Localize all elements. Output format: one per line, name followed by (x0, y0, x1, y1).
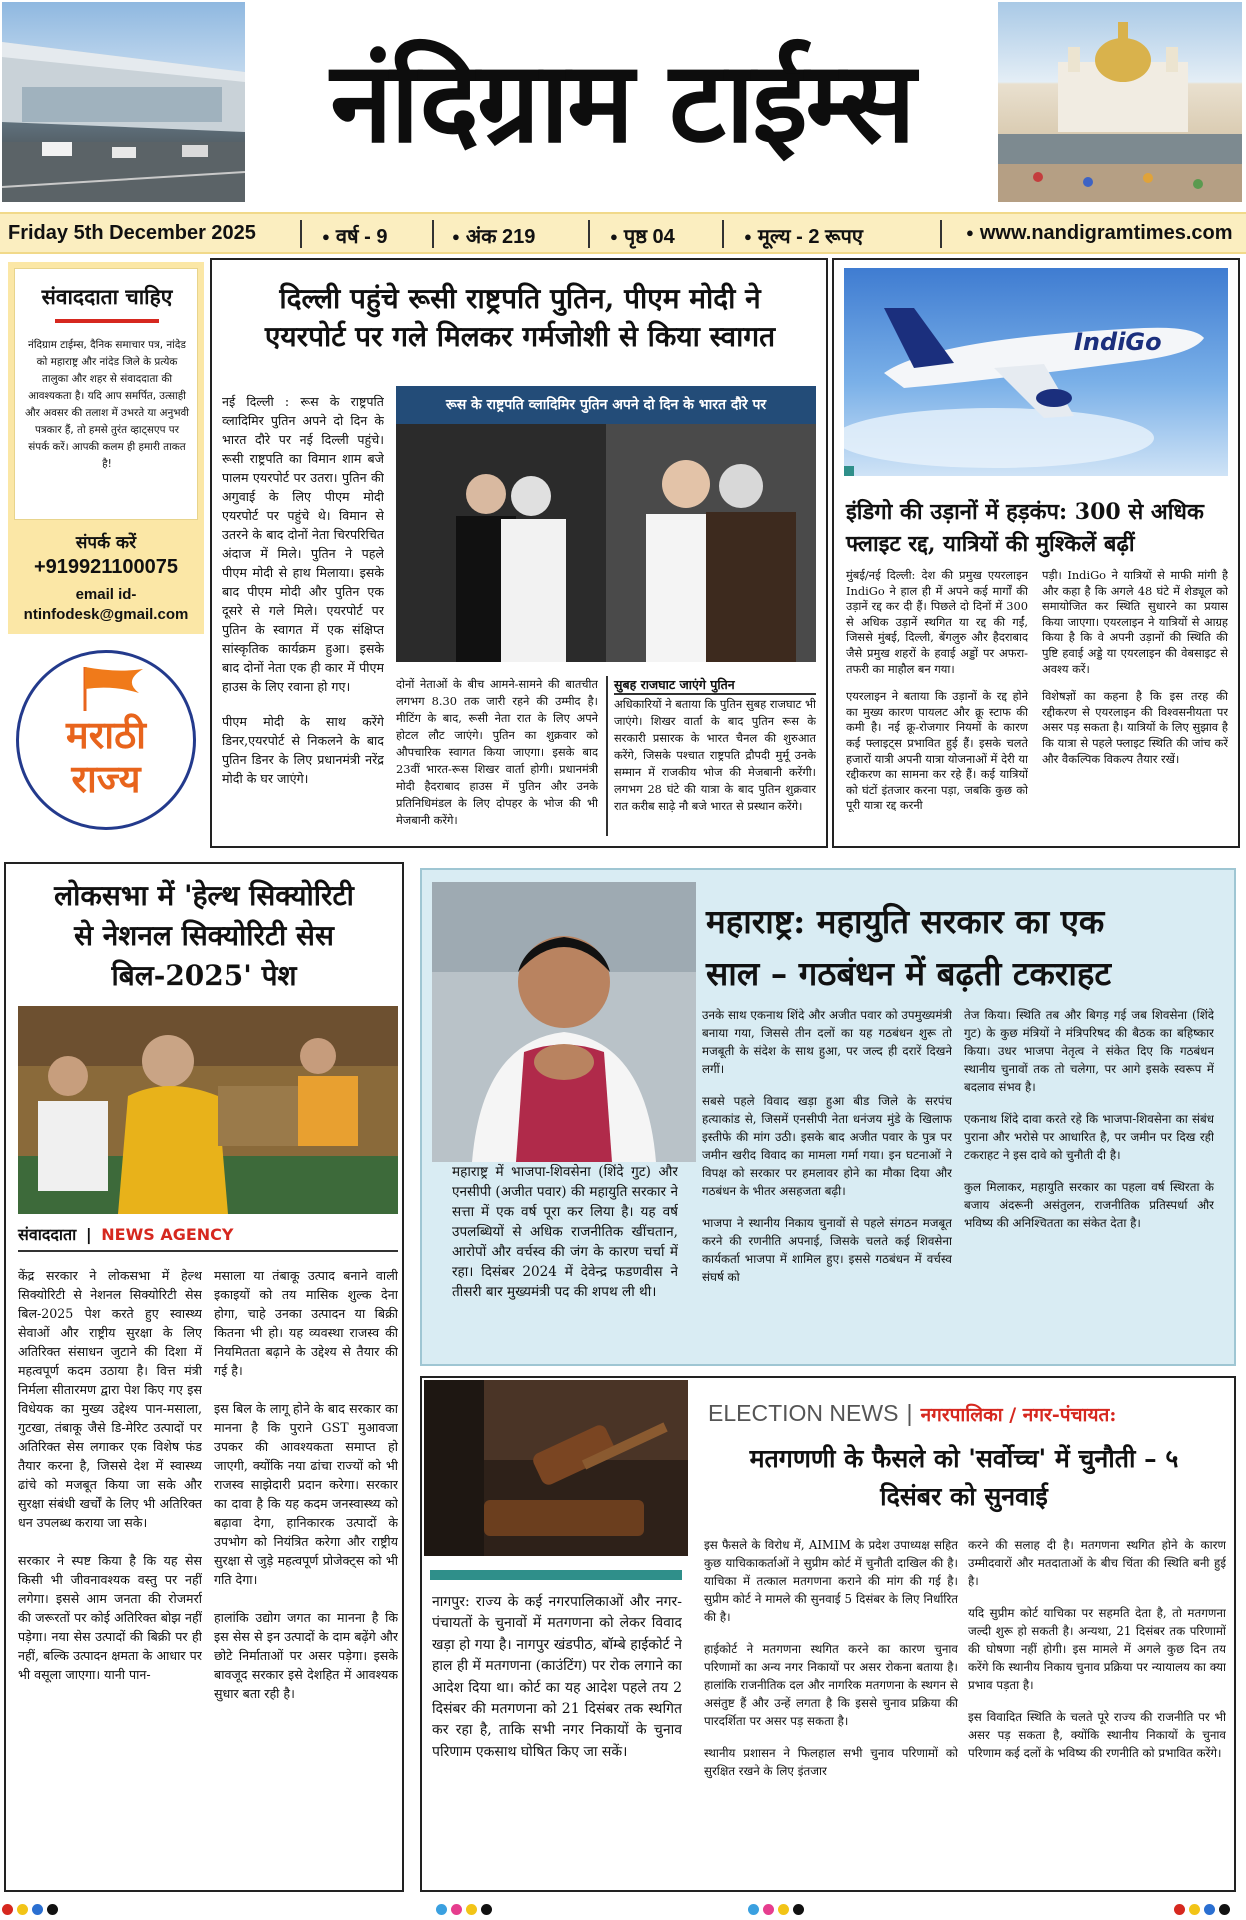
byline-reporter: संवाददाता (18, 1225, 77, 1244)
footer-dots-center-left (436, 1900, 496, 1918)
loksabha-column-1 (18, 1266, 202, 1884)
putin-col1-para1: नई दिल्ली : रूस के राष्ट्रपति व्लादिमिर पुतिन अपने दो दिन के भारत दौरे पर नई दिल्ली पहुंचे। रूसी राष्ट्रपति का विमान शाम बजे पालम एयरपोर्ट पर उतरा। पुतिन की अगुवाई के लिए पीएम मोदी एयरपोर्ट पर पहुंचे थे। विमान से उतरने के बाद दोनों नेता चिरपरिचित अंदाज में मिले। पुतिन ने पहले पीएम मोदी से हाथ मिलाया। इसके बाद पीएम मोदी और पुतिन एक दूसरे से गले मिले। एयरपोर्ट पर पुतिन के स्वागत में एक संक्षिप्त सांस्कृतिक कार्यक्रम हुआ। इसके बाद दोनों नेता एक ही कार में पीएम हाउस के लिए रवाना हो गए। (222, 394, 384, 694)
election-headline-line-2: दिसंबर को सुनवाई (880, 1482, 1048, 1511)
indigo-col2-para1: पड़ी। IndiGo ने यात्रियों से माफी मांगी है और कहा है कि अगले 48 घंटे में शेड्यूल को समायोजित कर स्थिति सुधारने का प्रयास किया जाएगा। एयरलाइन ने यात्रियों से आग्रह किया है कि वे अपनी उड़ानों की स्थिति की पुष्टि हवाई अड्डे या एयरलाइन की वेबसाइट से अवश्य करें। (1042, 568, 1228, 676)
maharashtra-column-2 (964, 1006, 1214, 1358)
ad-heading-underline (55, 319, 159, 323)
ad-contact-label: संपर्क करें (75, 533, 137, 553)
gavel-photo (424, 1380, 688, 1556)
ad-body: नंदिग्राम टाईम्स, दैनिक समाचार पत्र, नांदेड को महाराष्ट्र और नांदेड जिले के प्रत्येक तालुका और शहर से संवाददाता की आवश्यकता है। यदि आप समर्पित, उत्साही और अवसर की तलाश में उभरते या अनुभवी पत्रकार हैं, तो हमसे तुरंत व्हाट्सएप पर संपर्क करें। आपकी कलम ही हमारी ताकत है! (25, 339, 189, 470)
reporter-wanted-ad (8, 262, 204, 634)
maharashtra-col2-para2: एकनाथ शिंदे दावा करते रहे कि भाजपा-शिवसेना का संबंध पुराना और भरोसे पर आधारित है, पर जमीन पर दिख रही टकराहट ने इस दावे को चुनौती दी है। (964, 1112, 1214, 1162)
indigo-headline-line-1: इंडिगो की उड़ानों में हड़कंप: 300 से अधिक (846, 499, 1204, 525)
column-divider (606, 676, 608, 836)
election-teal-bar (430, 1570, 682, 1580)
putin-col1-para2: पीएम मोदी के साथ करेंगे डिनर,एयरपोर्ट से निकलने के बाद पुतिन डिनर के लिए प्रधानमंत्री नरेंद्र मोदी के घर जाएंगे। (222, 714, 384, 786)
ad-phone[interactable]: +919921100075 (33, 556, 179, 578)
loksabha-headline-line-1: लोकसभा में 'हेल्थ सिक्योरिटी (54, 879, 354, 912)
loksabha-col2-para3: हालांकि उद्योग जगत का मानना है कि इस सेस से इन उत्पादों के दाम बढ़ेंगे और छोटे निर्माताओं पर असर पड़ेगा। इसके बावजूद सरकार इसे देशहित में आवश्यक सुधार बता रही है। (214, 1610, 398, 1701)
election-column-1 (704, 1536, 958, 1886)
loksabha-col2-para1: मसाला या तंबाकू उत्पाद बनाने वाली इकाइयों को तय मासिक शुल्क देना होगा, चाहे उनका उत्पादन या बिक्री कितना भी हो। यह व्यवस्था राजस्व की नियमितता बढ़ाने के उद्देश्य से तैयार की गई है। (214, 1268, 398, 1378)
issue-price: ● मूल्य - 2 रूपए (744, 222, 863, 249)
putin-photo-caption: रूस के राष्ट्रपति व्लादिमिर पुतिन अपने दो दिन के भारत दौरे पर (396, 386, 816, 424)
putin-column-1 (222, 392, 384, 838)
election-lead: नागपुर: राज्य के कई नगरपालिकाओं और नगर-पंचायतों के चुनावों में मतगणना को लेकर विवाद खड़ा हो गया है। नागपुर खंडपीठ, बॉम्बे हाईकोर्ट ने हाल ही में मतगणना (काउंटिंग) पर रोक लगाने का आदेश दिया था। कोर्ट का यह आदेश पहले तय 2 दिसंबर की मतगणना को 21 दिसंबर तक स्थगित कर रहा है, ताकि सभी नगर निकायों के चुनाव परिणाम एकसाथ घोषित किए जा सकें। (432, 1594, 682, 1760)
election-kicker-topic: नगरपालिका / नगर-पंचायत: (920, 1404, 1117, 1426)
maharashtra-col1-para2: सबसे पहले विवाद खड़ा हुआ बीड जिले के सरपंच हत्याकांड से, जिसमें एनसीपी नेता धनंजय मुंडे के खिलाफ इस्तीफे की मांग उठी। इसके बाद अजीत पवार के पुत्र पर जमीन खरीद विवाद का मामला गर्मा गया। इन घटनाओं ने विपक्ष को सरकार पर हमलावर होने का मौका दिया और गठबंधन के भीतर असहजता बढ़ी। (702, 1094, 952, 1198)
election-col2-para3: इस विवादित स्थिति के चलते पूरे राज्य की राजनीति पर भी असर पड़ सकता है, क्योंकि स्थानीय निकायों के चुनाव परिणाम कई दलों के भविष्य की रणनीति को प्रभावित करेंगे। (968, 1710, 1226, 1760)
ad-heading: संवाददाता चाहिए (41, 284, 173, 309)
election-headline-line-1: मतगणणी के फैसले को 'सर्वोच्च' में चुनौती – ५ (749, 1444, 1179, 1473)
indigo-plane-text: IndiGo (1074, 328, 1162, 356)
flag-icon (77, 663, 147, 713)
maharashtra-headline-line-1: महाराष्ट्र: महायुति सरकार का एक (706, 902, 1105, 941)
indigo-column-2 (1042, 568, 1228, 840)
loksabha-headline-line-3: बिल-2025' पेश (111, 959, 297, 992)
indigo-col1-para2: एयरलाइन ने बताया कि उड़ानों के रद्द होने का मुख्य कारण पायलट और क्रू स्टाफ की कमी है। नई क्रू-रोजगार नियमों के कारण कई फ्लाइट्स प्रभावित हुई हैं। इसके चलते हजारों यात्री अपनी यात्रा योजनाओं में देरी या रद्दीकरण का सामना कर रहे हैं। कई यात्रियों को घंटों इंतजार करना पड़ा, जबकि कुछ को पूरी यात्रा रद्द करनी (846, 689, 1028, 813)
issue-year: ● वर्ष - 9 (322, 222, 387, 249)
election-kicker: ELECTION NEWS | नगरपालिका / नगर-पंचायत: (708, 1400, 1117, 1426)
indigo-col2-para2: विशेषज्ञों का कहना है कि इस तरह की रद्दीकरण से एयरलाइन की विश्वसनीयता पर असर पड़ सकता है। यात्रियों के लिए सुझाव है कि यात्रा से पहले फ्लाइट स्थिति की जांच करें और वैकल्पिक विकल्प तैयार रखें। (1042, 689, 1228, 766)
ad-email[interactable]: ntinfodesk@gmail.com (23, 606, 189, 623)
maharashtra-col2-para1: तेज किया। स्थिति तब और बिगड़ गई जब शिवसेना (शिंदे गुट) के कुछ मंत्रियों ने मंत्रिपरिषद की बैठक का बहिष्कार किया। उधर भाजपा नेतृत्व ने संकेत दिए कि गठबंधन स्थानीय चुनावों तक तो चलेगा, पर आगे इसके स्वरूप में बदलाव संभव है। (964, 1008, 1214, 1094)
maharashtra-col1-para3: भाजपा ने स्थानीय निकाय चुनावों से पहले संगठन मजबूत करने की रणनीति अपनाई, जिसके चलते कई शिवसेना कार्यकर्ता भाजपा में शामिल हुए। इससे गठबंधन में वर्चस्व संघर्ष को (702, 1216, 952, 1284)
putin-headline-line-1: दिल्ली पहुंचे रूसी राष्ट्रपति पुतिन, पीएम मोदी ने (279, 282, 761, 315)
newspaper-title: नंदिग्राम टाईम्स (330, 37, 914, 168)
loksabha-col2-para2: इस बिल के लागू होने के बाद सरकार का मानना है कि पुराने GST मुआवजा उपकर की आवश्यकता समाप्त हो जाएगी, क्योंकि नया ढांचा राज्यों को भी राजस्व साझेदारी प्रदान करेगा। सरकार का दावा है कि यह कदम जनस्वास्थ्य को बढ़ावा देगा, हानिकारक उत्पादों के उपभोग को नियंत्रित करेगा और राष्ट्रीय सुरक्षा से जुड़े महत्वपूर्ण प्रोजेक्ट्स को भी गति देगा। (214, 1401, 398, 1587)
indigo-plane-photo (844, 268, 1228, 476)
maharashtra-col2-para3: कुल मिलाकर, महायुति सरकार का पहला वर्ष स्थिरता के बजाय अंदरूनी असंतुलन, राजनीतिक प्रतिस्पर्धा और भविष्य की अनिश्चितता का संकेत देता है। (964, 1180, 1214, 1230)
maharashtra-column-1 (702, 1006, 952, 1358)
temple-photo (998, 2, 1242, 202)
indigo-col1-para1: मुंबई/नई दिल्ली: देश की प्रमुख एयरलाइन IndiGo ने हाल ही में अपने कई मार्गों की उड़ानें रद्द कर दी हैं। पिछले दो दिनों में 300 से अधिक उड़ानें स्थगित या रद्द की गईं, जिससे मुंबई, दिल्ली, बेंगलुरु और हैदराबाद जैसे प्रमुख शहरों के हवाई अड्डों पर अफरा-तफरी का माहौल बन गया। (846, 568, 1028, 676)
marathi-rajya-logo (16, 650, 196, 830)
election-column-2 (968, 1536, 1226, 1886)
loksabha-col1-para2: सरकार ने स्पष्ट किया है कि यह सेस किसी भी जीवनावश्यक वस्तु पर नहीं लगेगा। इससे आम जनता की रोजमर्रा की जरूरतों पर कोई अतिरिक्त बोझ नहीं पड़ेगा। नया सेस उत्पादों की बिक्री पर ही नहीं, बल्कि उत्पादन क्षमता के आधार पर भी वसूला जाएगा। यानी पान- (18, 1553, 202, 1682)
page-number: ● पृष्ठ 04 (610, 222, 675, 249)
logo-line-2: राज्य (71, 756, 141, 801)
logo-line-1: मराठी (65, 712, 147, 757)
loksabha-col1-para1: केंद्र सरकार ने लोकसभा में हेल्थ सिक्योरिटी से नेशनल सिक्योरिटी सेस बिल-2025 पेश करते हुए स्वास्थ्य सेवाओं और राष्ट्रीय सुरक्षा के लिए अतिरिक्त संसाधन जुटाने की दिशा में महत्वपूर्ण कदम उठाया है। वित्त मंत्री निर्मला सीतारमण द्वारा पेश किए गए इस विधेयक का मुख्य उद्देश्य पान-मसाला, गुटखा, तंबाकू जैसे डि-मेरिट उत्पादों पर अतिरिक्त सेस लगाकर एक विशेष फंड तैयार करना है, जिससे देश में स्वास्थ्य ढांचे को मजबूत किया जा सके और सुरक्षा संबंधी खर्चों के लिए भी अतिरिक्त धन उपलब्ध कराया जा सके। (18, 1268, 202, 1530)
footer-dots-right (1174, 1900, 1234, 1918)
sitharaman-photo (18, 1006, 398, 1214)
putin-column-3: अधिकारियों ने बताया कि पुतिन सुबह राजघाट भी जाएंगे। शिखर वार्ता के बाद पुतिन रूस के सरकारी प्रसारक के भारत चैनल की शुरुआत करेंगे, जिसके पश्चात राष्ट्रपति द्रौपदी मुर्मू उनके सम्मान में राजकीय भोज की मेजबानी करेंगी। लगभग 28 घंटे की यात्रा के बाद पुतिन शुक्रवार रात करीब साढ़े नौ बजे भारत से प्रस्थान करेंगे। (614, 697, 816, 813)
footer-dots-center-right (748, 1900, 808, 1918)
airport-photo (2, 2, 245, 202)
maharashtra-col1-para1: उनके साथ एकनाथ शिंदे और अजीत पवार को उपमुख्यमंत्री बनाया गया, जिससे तीन दलों का यह गठबंधन शुरू तो मजबूती के संदेश के साथ हुआ, पर जल्द ही दरारें दिखने लगीं। (702, 1008, 952, 1076)
putin-headline-line-2: एयरपोर्ट पर गले मिलकर गर्मजोशी से किया स्वागत (264, 320, 776, 353)
indigo-headline-line-2: फ्लाइट रद्द, यात्रियों की मुश्किलें बढ़ीं (846, 531, 1135, 557)
indigo-photo-marker (844, 466, 854, 476)
byline-agency: NEWS AGENCY (101, 1225, 234, 1244)
issue-number: ● अंक 219 (452, 222, 535, 249)
indigo-column-1 (846, 568, 1028, 840)
election-col1-para1: इस फैसले के विरोध में, AIMIM के प्रदेश उपाध्यक्ष सहित कुछ याचिकाकर्ताओं ने सुप्रीम कोर्ट में चुनौती दाखिल की है। याचिका में तत्काल मतगणना कराने की मांग की गई है। सुप्रीम कोर्ट ने मामले की सुनवाई 5 दिसंबर के लिए निर्धारित की है। (704, 1538, 958, 1624)
election-col2-para1: करने की सलाह दी है। मतगणना स्थगित होने के कारण उम्मीदवारों और मतदाताओं के बीच चिंता की स्थिति बनी हुई है। (968, 1538, 1226, 1588)
website-link[interactable]: ● www.nandigramtimes.com (966, 222, 1233, 245)
putin-col3-heading: सुबह राजघाट जाएंगे पुतिन (614, 676, 816, 695)
election-kicker-label: ELECTION NEWS (708, 1400, 899, 1426)
maharashtra-lead: महाराष्ट्र में भाजपा-शिवसेना (शिंदे गुट) और एनसीपी (अजीत पवार) की महायुति सरकार ने सत्ता में एक वर्ष पूरा कर लिया है। यह वर्ष उपलब्धियों से अधिक राजनीतिक खींचतान, आरोपों और वर्चस्व की जंग के कारण चर्चा में रहा। दिसंबर 2024 में देवेन्द्र फडणवीस ने तीसरी बार मुख्यमंत्री पद की शपथ ली थी। (452, 1164, 678, 1300)
issue-date: Friday 5th December 2025 (8, 222, 256, 244)
info-bar (0, 212, 1246, 254)
fadnavis-photo (432, 882, 696, 1162)
election-col2-para2: यदि सुप्रीम कोर्ट याचिका पर सहमति देता है, तो मतगणना जल्दी शुरू हो सकती है। अन्यथा, 21 दिसंबर तक परिणामों की घोषणा नहीं होगी। इस मामले में अगले कुछ दिन तय करेंगे कि स्थानीय निकाय चुनाव प्रक्रिया पर न्यायालय का क्या प्रभाव पड़ता है। (968, 1606, 1226, 1692)
election-col1-para2: हाईकोर्ट ने मतगणना स्थगित करने का कारण चुनाव परिणामों का अन्य नगर निकायों पर असर रोकना बताया है। हालांकि राजनीतिक दल और नागरिक मतगणना के स्थगन से असंतुष्ट हैं और उन्हें लगता है कि इससे चुनाव प्रक्रिया की पारदर्शिता पर असर पड़ सकता है। (704, 1642, 958, 1728)
loksabha-byline: संवाददाता | NEWS AGENCY (18, 1224, 398, 1252)
ad-email-label: email id- (75, 586, 137, 603)
putin-modi-photo (396, 424, 816, 662)
loksabha-headline-line-2: से नेशनल सिक्योरिटी सेस (74, 919, 334, 952)
putin-column-2: दोनों नेताओं के बीच आमने-सामने की बातचीत लगभग 8.30 तक जारी रहने की उम्मीद है। मीटिंग के बाद, रूसी नेता रात के लिए अपने होटल लौट जाएंगे। पुतिन का शुक्रवार को औपचारिक स्वागत किया जाएगा। इसके बाद 23वीं भारत-रूस शिखर वार्ता होगी। प्रधानमंत्री मोदी हैदराबाद हाउस में पुतिन और उनके प्रतिनिधिमंडल के लिए दोपहर के भोज की भी मेजबानी करेंगे। (396, 677, 598, 827)
election-col1-para3: स्थानीय प्रशासन ने फिलहाल सभी चुनाव परिणामों को सुरक्षित रखने के लिए इंतजार (704, 1746, 958, 1778)
footer-dots-left (2, 1900, 62, 1918)
maharashtra-headline-line-2: साल – गठबंधन में बढ़ती टकराहट (706, 954, 1112, 993)
loksabha-column-2 (214, 1266, 398, 1884)
ad-inner (14, 268, 198, 520)
